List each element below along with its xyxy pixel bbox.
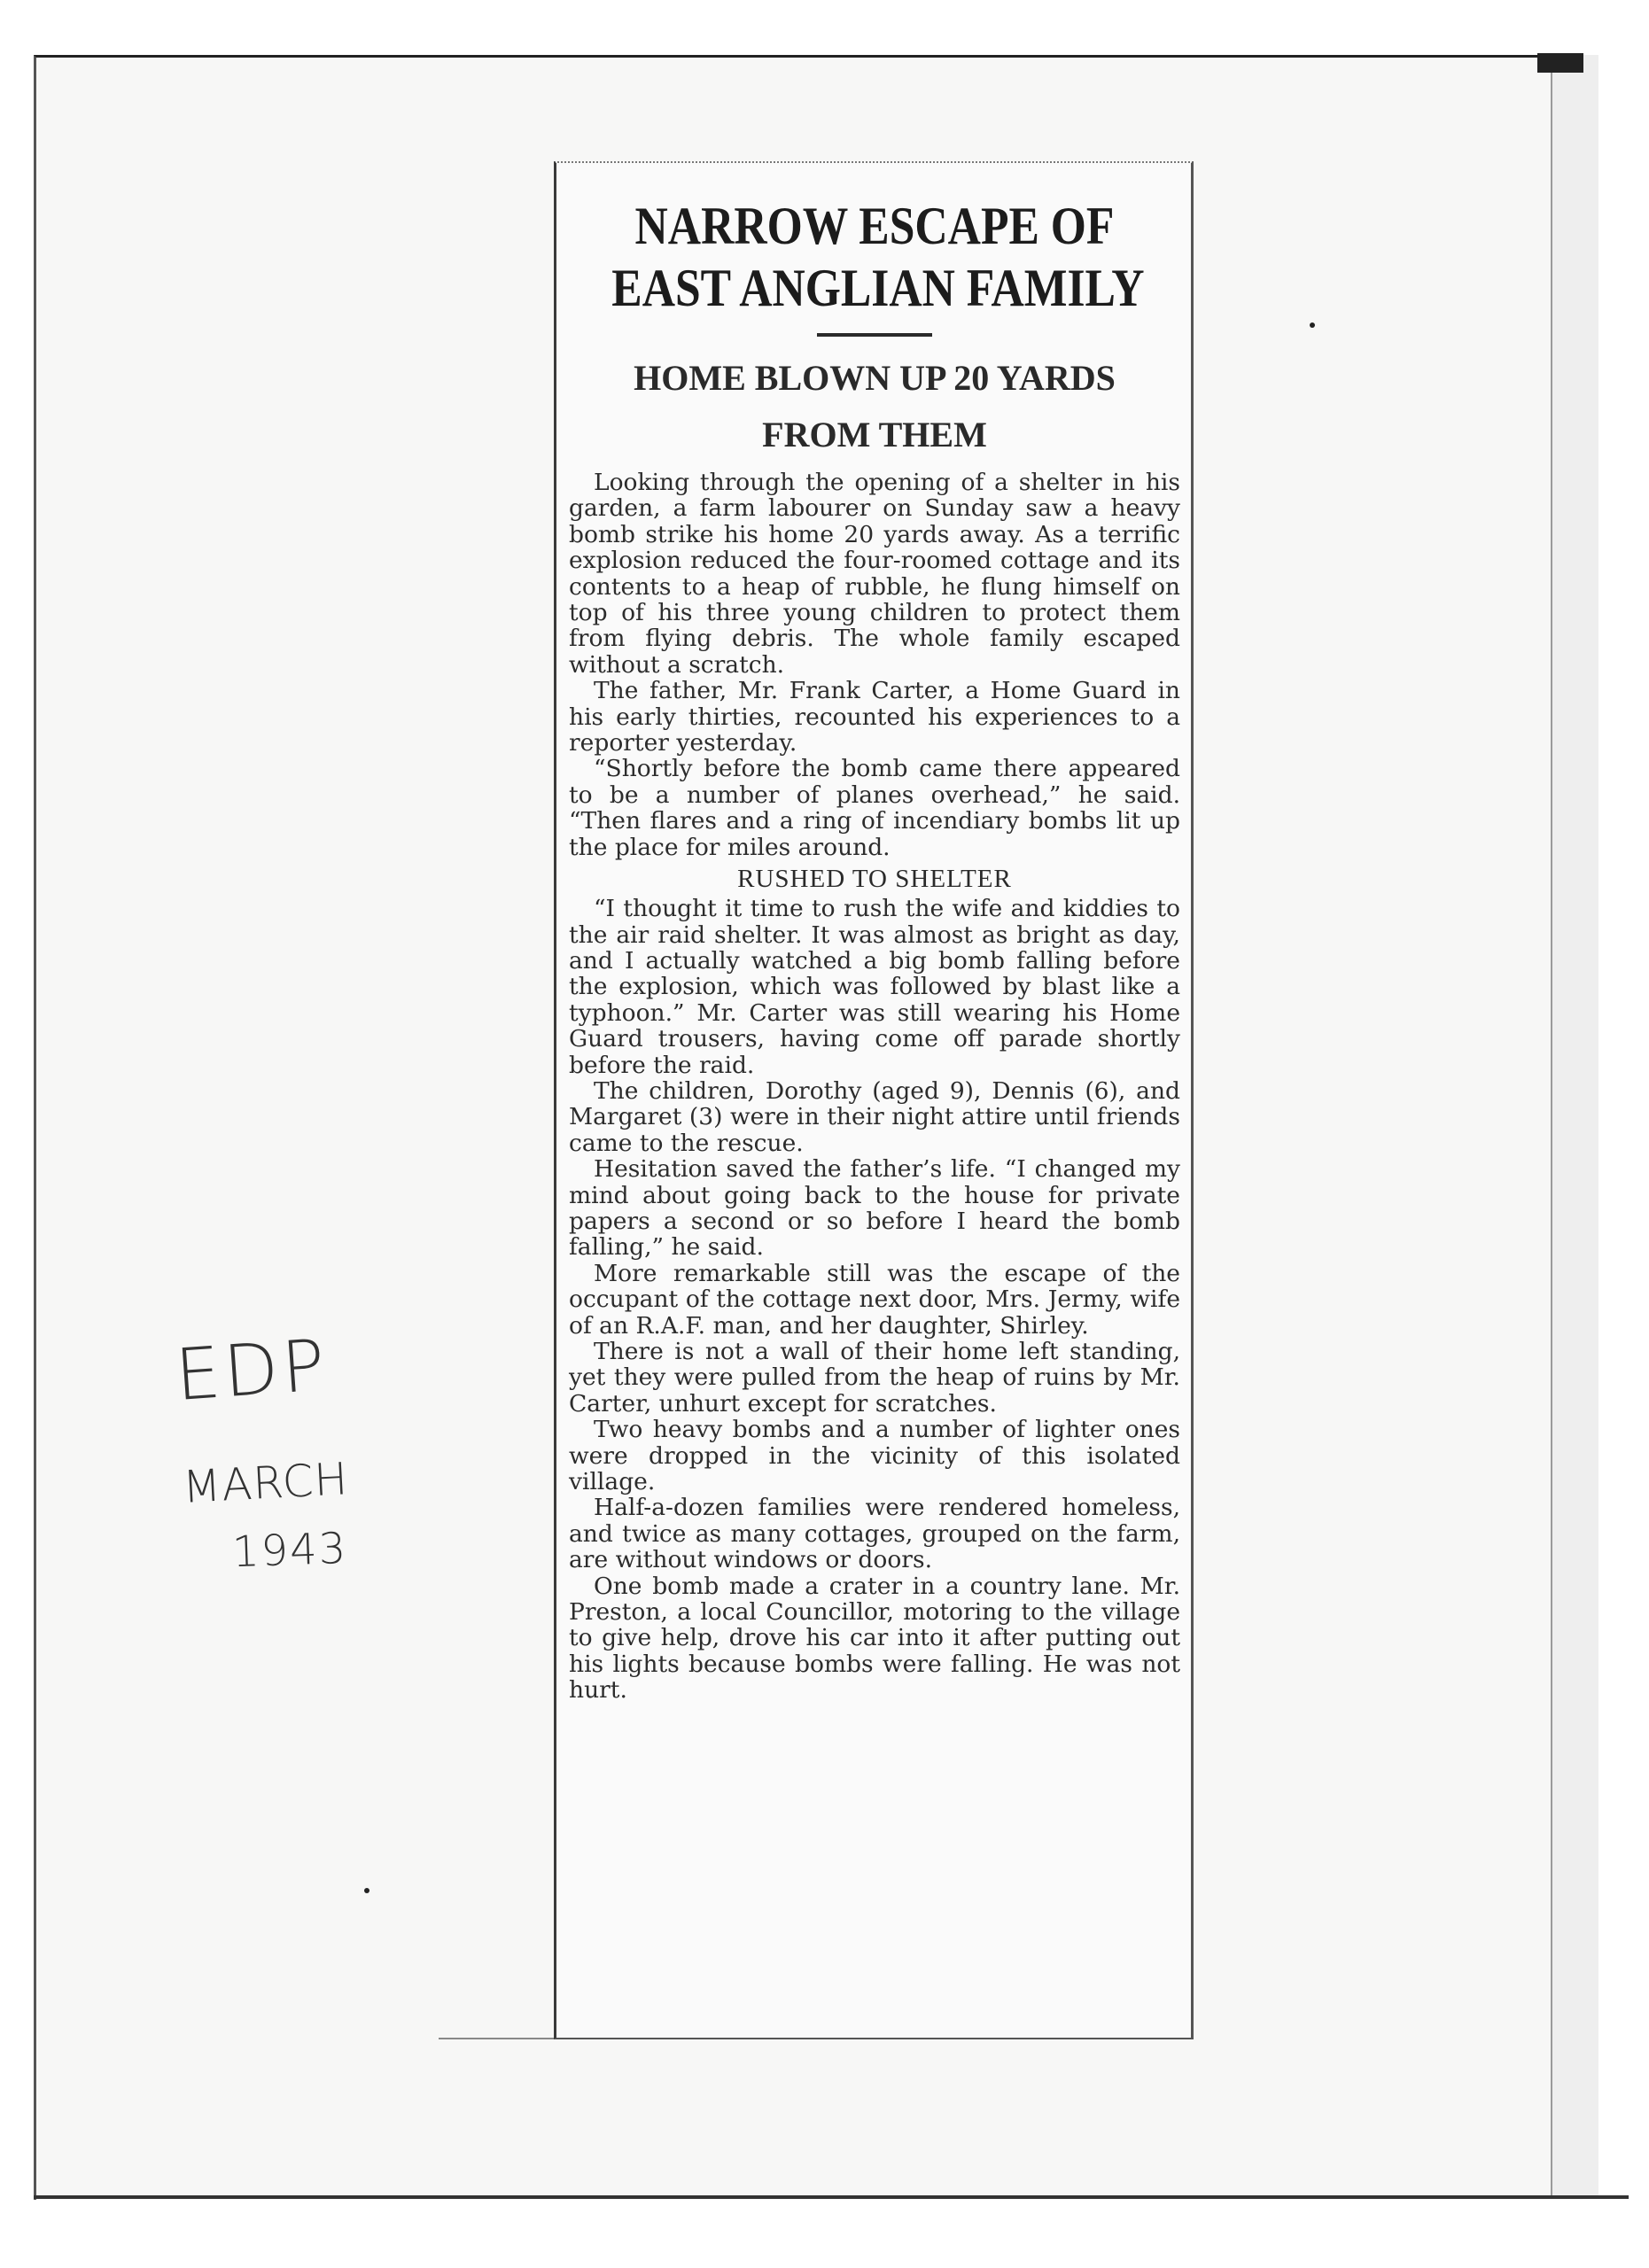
paragraph: More remarkable still was the escape of the occupant of the cottage next door, Mrs. Jermy, wife of an R.A.F. man, and her daughter, Shirley. — [569, 1259, 1180, 1340]
page-edge-strip — [1551, 55, 1598, 2199]
handwritten-year: 1943 — [231, 1523, 349, 1578]
paragraph: One bomb made a crater in a country lane. Mr. Preston, a local Councillor, motoring to the village to give help, drove his car into it after putting out his lights because bombs were falling. He was not hurt. — [569, 1572, 1180, 1705]
headline-line-2: EAST ANGLIAN FAMILY — [611, 259, 1145, 317]
handwritten-month: MARCH — [181, 1453, 350, 1513]
handwritten-source: EDP — [172, 1324, 331, 1417]
article-body — [569, 470, 1180, 1704]
pencil-stroke — [439, 2038, 554, 2039]
paragraph: Half-a-dozen families were rendered homeless, and twice as many cottages, grouped on the farm, are without windows or doors. — [569, 1494, 1180, 1574]
paragraph: “Shortly before the bomb came there appeared to be a number of planes overhead,” he said. “Then flares and a ring of incendiary bombs lit up the place for miles around. — [569, 755, 1180, 861]
stray-dot-left — [364, 1888, 369, 1893]
subhead-line-1: HOME BLOWN UP 20 YARDS — [634, 358, 1116, 398]
paragraph: Two heavy bombs and a number of lighter ones were dropped in the vicinity of this isolated village. — [569, 1416, 1180, 1496]
paragraph: There is not a wall of their home left standing, yet they were pulled from the heap of ruins by Mr. Carter, unhurt except for scratches. — [569, 1338, 1180, 1418]
subhead-line-2: FROM THEM — [762, 415, 987, 454]
paragraph: Looking through the opening of a shelter in his garden, a farm labourer on Sunday saw a heavy bomb strike his home 20 yards away. As a terrific explosion reduced the four-roomed cottage and its contents to a heap of rubble, he flung himself on top of his three young children to protect them from flying debris. The whole family escaped without a scratch. — [569, 469, 1180, 679]
page-bottom-edge — [34, 2195, 1629, 2199]
newspaper-clipping — [554, 161, 1194, 2039]
paragraph: The children, Dorothy (aged 9), Dennis (6), and Margaret (3) were in their night attire until friends came to the rescue. — [569, 1076, 1180, 1157]
paragraph: The father, Mr. Frank Carter, a Home Guard in his early thirties, recounted his experiences to a reporter yesterday. — [569, 677, 1180, 757]
paragraph: “I thought it time to rush the wife and kiddies to the air raid shelter. It was almost as bright as day, and I actually watched a big bomb falling before the explosion, which was followed by blast like a typhoon.” Mr. Carter was still wearing his Home Guard trousers, having come off parade shortly before the raid. — [569, 895, 1180, 1079]
scan-corner-mark — [1537, 53, 1583, 73]
paragraph: Hesitation saved the father’s life. “I changed my mind about going back to the house for private papers a second or so before I heard the bomb falling,” he said. — [569, 1155, 1180, 1262]
headline-rule — [817, 333, 932, 337]
headline-line-1: NARROW ESCAPE OF — [634, 197, 1115, 255]
crosshead: RUSHED TO SHELTER — [737, 865, 1012, 894]
stray-dot-right — [1310, 322, 1315, 328]
